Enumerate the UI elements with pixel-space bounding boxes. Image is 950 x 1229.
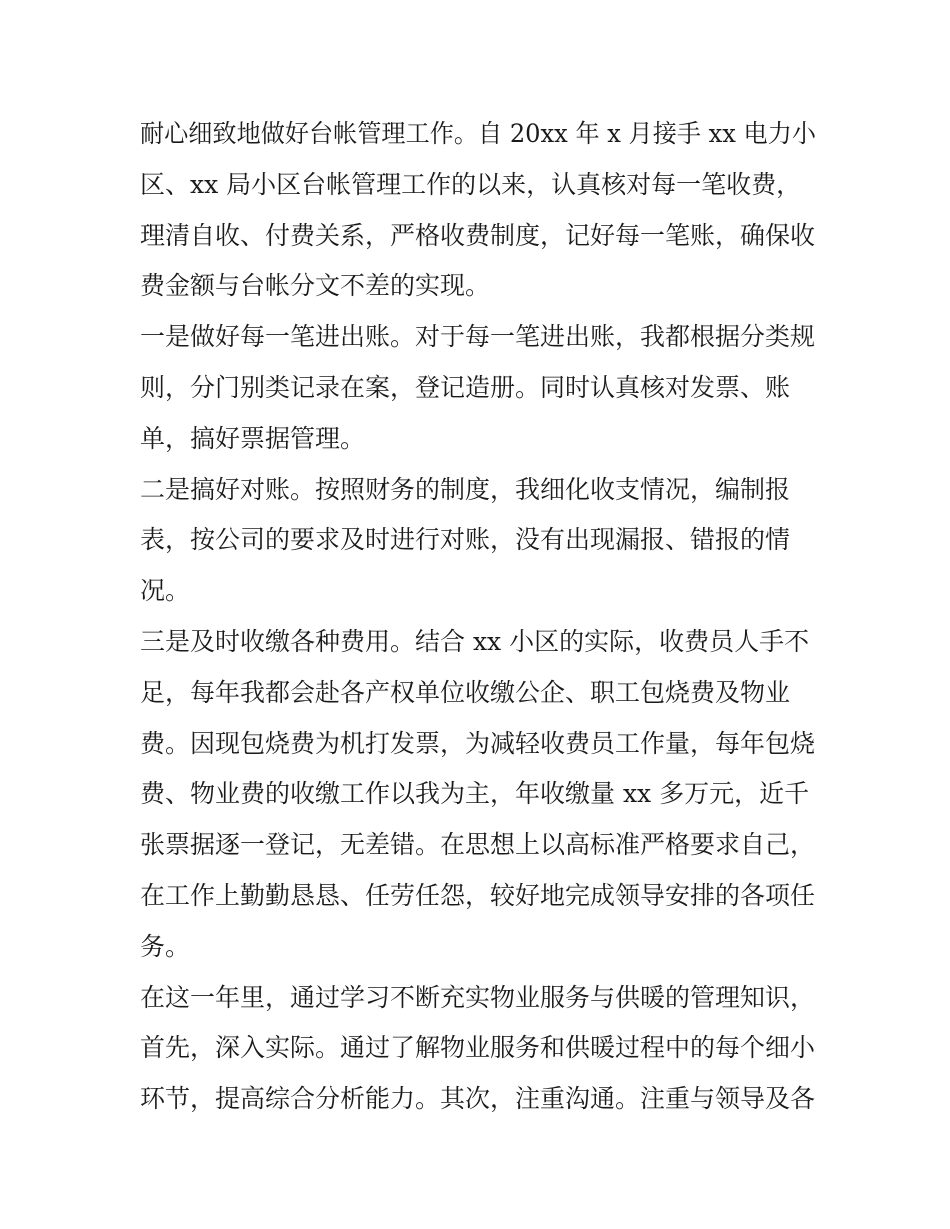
text-line: 在工作上勤勤恳恳、任劳任怨，较好地完成领导安排的各项任: [140, 880, 816, 910]
text-line: 理清自收、付费关系，严格收费制度，记好每一笔账，确保收: [140, 220, 816, 250]
text-line: 则，分门别类记录在案，登记造册。同时认真核对发票、账: [140, 372, 791, 402]
text-line: 一是做好每一笔进出账。对于每一笔进出账，我都根据分类规: [140, 322, 816, 352]
text-line: 费金额与台帐分文不差的实现。: [140, 271, 491, 301]
text-line: 况。: [140, 576, 191, 606]
paragraph-ledger-management: [140, 109, 816, 312]
text-line: 在这一年里，通过学习不断充实物业服务与供暖的管理知识，: [140, 982, 816, 1012]
text-line: 费、物业费的收缴工作以我为主，年收缴量 xx 多万元，近千: [140, 779, 810, 809]
text-line: 首先，深入实际。通过了解物业服务和供暖过程中的每个细小: [140, 1033, 816, 1063]
text-line: 耐心细致地做好台帐管理工作。自 20xx 年 x 月接手 xx 电力小: [140, 119, 816, 148]
text-line: 三是及时收缴各种费用。结合 xx 小区的实际，收费员人手不: [140, 626, 810, 656]
text-line: 务。: [140, 931, 191, 961]
paragraph-fee-collection: [140, 617, 816, 973]
text-line: 二是搞好对账。按照财务的制度，我细化收支情况，编制报: [140, 474, 791, 504]
text-line: 区、xx 局小区台帐管理工作的以来，认真核对每一笔收费，: [140, 169, 802, 199]
text-line: 张票据逐一登记，无差错。在思想上以高标准严格要求自己，: [140, 830, 816, 860]
text-line: 足，每年我都会赴各产权单位收缴公企、职工包烧费及物业: [140, 677, 791, 707]
paragraph-learning-year: [140, 973, 816, 1125]
document-body: [140, 109, 816, 1125]
text-line: 表，按公司的要求及时进行对账，没有出现漏报、错报的情: [140, 525, 791, 555]
text-line: 环节，提高综合分析能力。其次，注重沟通。注重与领导及各: [140, 1084, 816, 1114]
paragraph-accounts-in-out: [140, 312, 816, 464]
text-line: 费。因现包烧费为机打发票，为减轻收费员工作量，每年包烧: [140, 728, 816, 758]
text-line: 单，搞好票据管理。: [140, 423, 366, 453]
paragraph-reconciliation: [140, 465, 816, 617]
